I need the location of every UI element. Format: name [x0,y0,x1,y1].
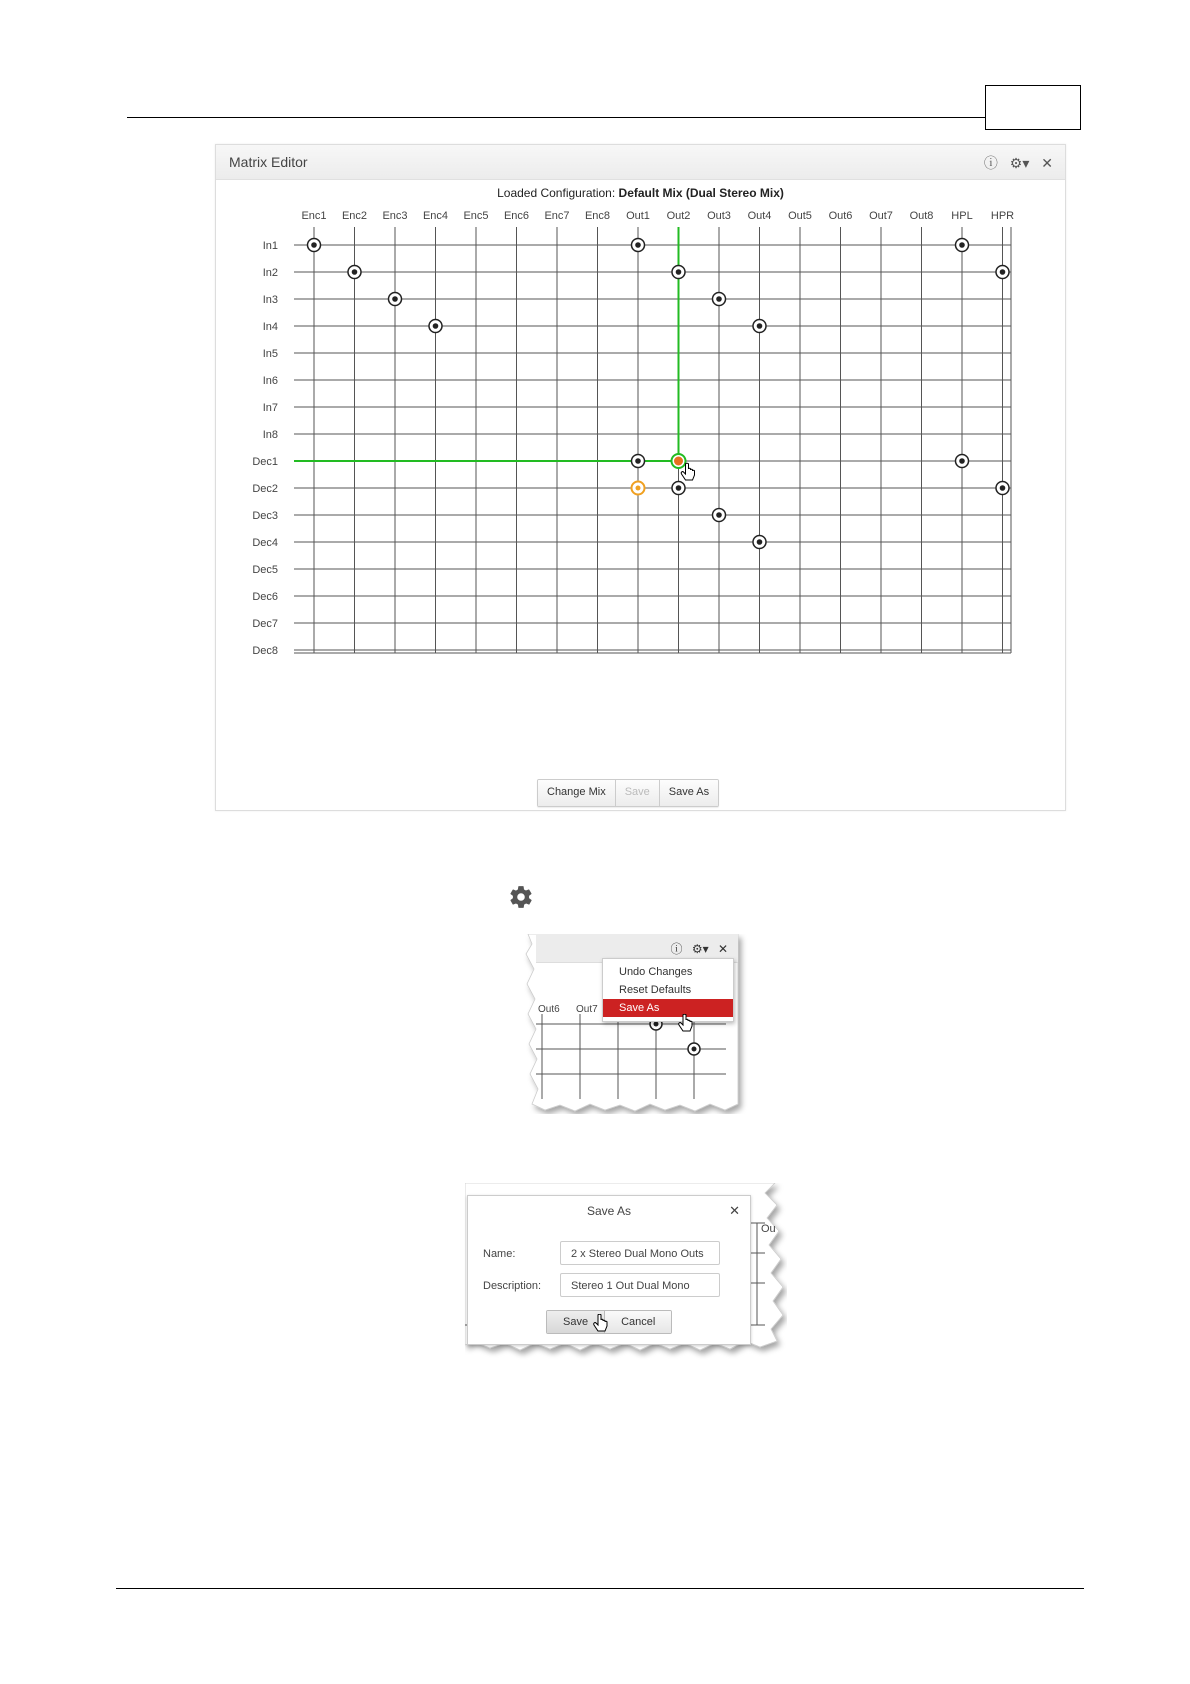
row-label: In1 [262,240,278,252]
connection-node-dot [716,296,722,302]
info-icon[interactable]: ⓘ [670,942,683,956]
column-label-peek: Ou [761,1223,776,1235]
connection-node-dot [757,539,763,545]
column-label: Out1 [626,210,650,222]
dialog-title: Save As [586,1204,632,1218]
save-as-dialog [467,1195,751,1345]
menu-item-reset-defaults[interactable]: Reset Defaults [619,984,692,996]
column-label: Enc5 [463,210,489,222]
save-as-button[interactable]: Save As [660,780,718,806]
row-label: Dec4 [252,537,278,549]
column-label: Out4 [747,210,772,222]
column-label: Enc3 [382,210,408,222]
column-label: Enc6 [503,210,530,222]
row-label: Dec8 [252,645,278,657]
name-label: Name: [483,1248,516,1260]
description-label: Description: [483,1280,542,1292]
column-label: HPR [990,210,1015,222]
row-label: In4 [262,321,278,333]
description-input[interactable]: Stereo 1 Out Dual Mono [560,1273,720,1297]
menu-item-undo-changes[interactable]: Undo Changes [619,966,693,978]
row-label: In5 [262,348,278,360]
connection-node-dot [311,242,317,248]
gear-icon [508,884,534,915]
column-label: Out3 [707,210,731,222]
gear-icon[interactable]: ⚙▾ [1009,155,1030,171]
loaded-name: Default Mix (Dual Stereo Mix) [618,186,784,200]
connection-node-hover-dot [674,457,683,466]
dialog-cancel-button[interactable]: Cancel [605,1311,671,1333]
close-icon[interactable]: ✕ [1041,155,1053,171]
connection-node-dot [716,512,722,518]
column-label: Out6 [538,1004,560,1015]
column-label: Enc7 [544,210,570,222]
snippet-titlebar-icons [664,940,728,957]
row-label: Dec1 [252,456,278,468]
connection-node-dot [635,242,641,248]
column-label: Out2 [666,210,691,222]
row-label: In8 [262,429,278,441]
save-button: Save [616,780,660,806]
hand-cursor-icon [593,1314,609,1334]
row-label: In7 [262,402,278,414]
menu-item-save-as[interactable]: Save As [603,999,733,1017]
save-as-dialog-snippet [465,1183,787,1363]
column-label: Enc1 [301,210,327,222]
column-label: Enc4 [422,210,449,222]
loaded-prefix: Loaded Configuration: [497,186,616,200]
dialog-button-bar [546,1310,672,1334]
column-label: Enc8 [584,210,611,222]
window-title: Matrix Editor [229,154,308,170]
row-label: In2 [262,267,278,279]
close-icon[interactable]: ✕ [729,1203,740,1218]
connection-node-pending-dot [636,486,641,491]
close-icon[interactable]: ✕ [717,942,728,956]
column-label: Enc2 [341,210,368,222]
row-label: In3 [262,294,278,306]
connection-node-dot [433,323,439,329]
name-input[interactable]: 2 x Stereo Dual Mono Outs [560,1241,720,1265]
settings-menu-snippet [520,934,748,1114]
row-label: Dec6 [252,591,278,603]
connection-node-dot [1000,269,1006,275]
gear-icon[interactable]: ⚙▾ [691,942,709,956]
row-label: Dec3 [252,510,278,522]
page-footer-rule [116,1588,1084,1589]
page-header-rule [127,117,985,118]
info-icon[interactable]: ⓘ [983,155,998,171]
column-label: Out6 [828,210,853,222]
change-mix-button[interactable]: Change Mix [538,780,616,806]
connection-node-dot [676,485,682,491]
connection-node-dot [635,458,641,464]
row-label: Dec7 [252,618,278,630]
column-label: HPL [951,210,973,222]
column-label: Out7 [576,1004,598,1015]
column-label: Out8 [909,210,934,222]
connection-node-dot [959,458,965,464]
connection-node-dot [352,269,358,275]
connection-node-dot [959,242,965,248]
page-number-box [985,85,1081,130]
settings-dropdown-menu [602,958,734,1022]
column-label: Out5 [788,210,812,222]
connection-node-dot [757,323,763,329]
row-label: In6 [262,375,278,387]
dialog-save-button[interactable]: Save [547,1311,605,1333]
connection-node-dot [676,269,682,275]
column-label: Out7 [869,210,893,222]
routing-matrix[interactable] [216,145,1065,775]
row-label: Dec5 [252,564,278,576]
connection-node-dot [1000,485,1006,491]
hand-cursor-icon [678,1014,694,1034]
matrix-editor-window [215,144,1066,811]
row-label: Dec2 [252,483,278,495]
matrix-button-bar [537,779,719,807]
connection-node-dot [392,296,398,302]
